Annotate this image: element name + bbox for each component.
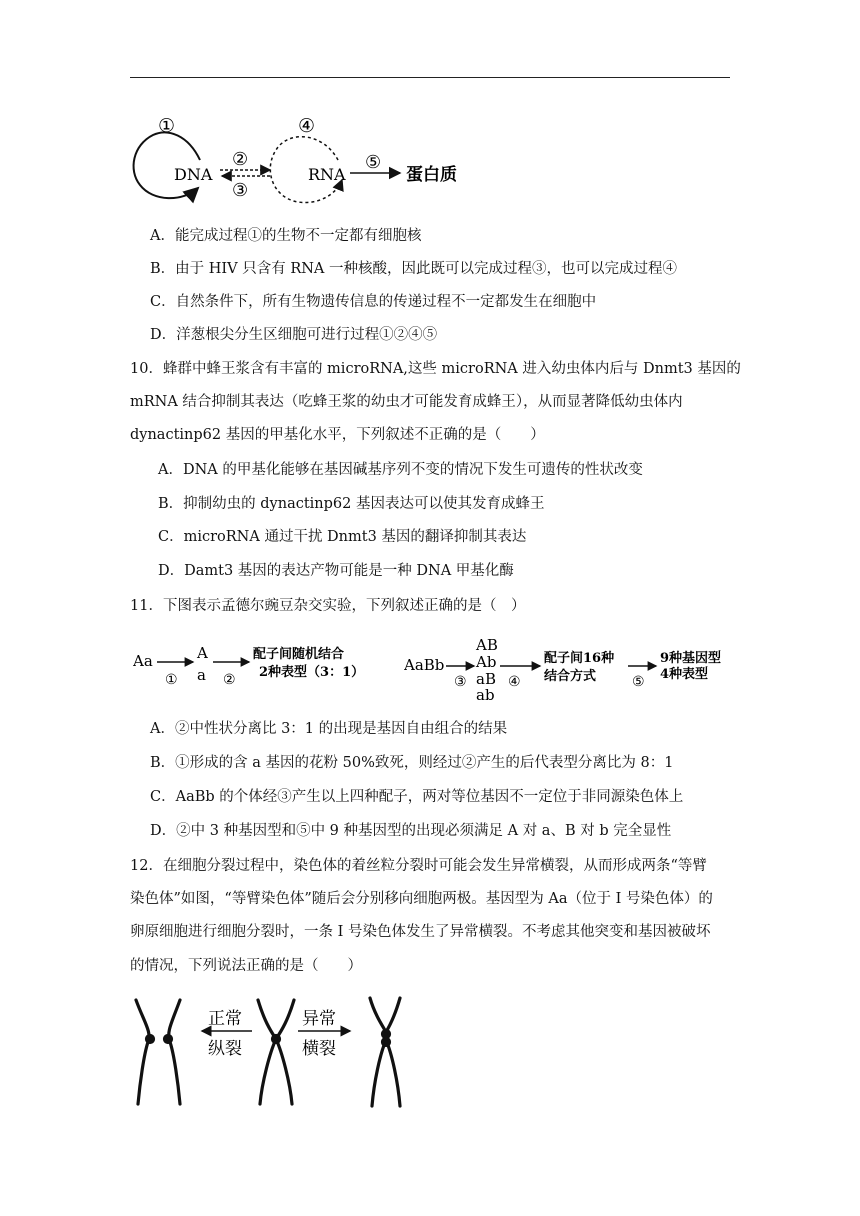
q11-option-c: C．AaBb 的个体经③产生以上四种配子，两对等位基因不一定位于非同源染色体上 [150,789,684,805]
q12-stem-line-2: 染色体”如图，“等臂染色体”随后会分别移向细胞两极。基因型为 Aa（位于 I 号染色体）的 [130,891,713,907]
q12-stem-line-1: 12．在细胞分裂过程中，染色体的着丝粒分裂时可能会发生异常横裂，从而形成两条“等臂 [130,858,707,874]
q9-option-d: D．洋葱根尖分生区细胞可进行过程①②④⑤ [150,327,438,343]
fig-left-step-2: ② [223,672,236,688]
q11-stem: 11．下图表示孟德尔豌豆杂交实验，下列叙述正确的是（ ） [130,598,526,614]
label-longitudinal: 纵裂 [208,1039,242,1059]
diagram1-label-protein: 蛋白质 [406,165,457,185]
chromosome-transverse-split [370,998,400,1106]
fig-right-combos-2: 结合方式 [544,669,597,684]
label-abnormal: 异常 [302,1009,336,1029]
fig-right-gamete-ab1: AB [476,636,498,654]
q11-option-d: D．②中 3 种基因型和⑤中 9 种基因型的出现必须满足 A 对 a、B 对 b 完全显性 [150,823,672,839]
fig-right-genotypes: 9种基因型 [660,651,722,666]
fig-right-step-3: ③ [454,674,467,690]
diagram1-label-dna: DNA [174,165,213,184]
diagram1-label-5: ⑤ [365,152,382,173]
chromosome-middle [258,1000,294,1104]
chromosome-normal-split [136,1000,180,1104]
fig-right-gamete-ab4: ab [476,686,495,702]
fig-left-gamete-a-lower: a [197,666,206,684]
q9-option-c: C．自然条件下，所有生物遗传信息的传递过程不一定都发生在细胞中 [150,294,597,310]
fig-left-random-union: 配子间随机结合 [253,647,345,662]
label-transverse: 横裂 [302,1039,336,1059]
header-rule [130,77,730,78]
fig-left-gamete-a-upper: A [197,644,208,662]
fig-left-step-1: ① [165,672,178,688]
q12-stem-line-3: 卵原细胞进行细胞分裂时，一条 I 号染色体发生了异常横裂。不考虑其他突变和基因被破坏 [130,924,711,940]
diagram1-label-1: ① [158,115,176,137]
mendel-dihybrid-diagram [404,634,734,702]
q10-option-a: A．DNA 的甲基化能够在基因碱基序列不变的情况下发生可遗传的性状改变 [158,462,643,478]
fig-right-aabb: AaBb [404,656,445,674]
fig-right-combos-1: 配子间16种 [544,651,615,666]
diagram1-label-4: ④ [298,115,316,137]
fig-right-step-4: ④ [508,674,521,690]
mendel-monohybrid-diagram [133,636,373,696]
q10-stem-line-1: 10．蜂群中蜂王浆含有丰富的 microRNA,这些 microRNA 进入幼虫体内后与 Dnmt3 基因的 [130,361,741,377]
fig-right-gamete-ab2: Ab [476,653,497,671]
q10-stem-line-3: dynactinp62 基因的甲基化水平，下列叙述不正确的是（ ） [130,427,545,443]
q10-option-c: C．microRNA 通过干扰 Dnmt3 基因的翻译抑制其表达 [158,529,527,545]
fig-right-gamete-ab3: aB [476,670,496,688]
fig-left-phenotypes: 2种表型（3：1） [259,665,365,680]
fig-right-phenotypes: 4种表型 [660,667,709,682]
q9-option-b: B．由于 HIV 只含有 RNA 一种核酸，因此既可以完成过程③，也可以完成过程④ [150,261,678,277]
fig-right-step-5: ⑤ [632,674,645,690]
central-dogma-diagram [128,110,478,210]
q10-option-b: B．抑制幼虫的 dynactinp62 基因表达可以使其发育成蜂王 [158,496,545,512]
q9-option-a: A．能完成过程①的生物不一定都有细胞核 [150,228,422,244]
q11-option-a: A．②中性状分离比 3：1 的出现是基因自由组合的结果 [150,721,508,737]
q12-stem-line-4: 的情况，下列说法正确的是（ ） [130,958,362,974]
chromosome-division-diagram [130,992,420,1114]
diagram1-label-2: ② [232,149,249,170]
diagram1-label-rna: RNA [308,165,346,184]
fig-left-aa: Aa [133,652,153,670]
diagram1-label-3: ③ [232,180,249,201]
q11-option-b: B．①形成的含 a 基因的花粉 50%致死，则经过②产生的后代表型分离比为 8：1 [150,755,674,771]
q10-stem-line-2: mRNA 结合抑制其表达（吃蜂王浆的幼虫才可能发育成蜂王），从而显著降低幼虫体内 [130,394,683,410]
label-normal: 正常 [208,1009,242,1029]
q10-option-d: D．Damt3 基因的表达产物可能是一种 DNA 甲基化酶 [158,563,514,579]
